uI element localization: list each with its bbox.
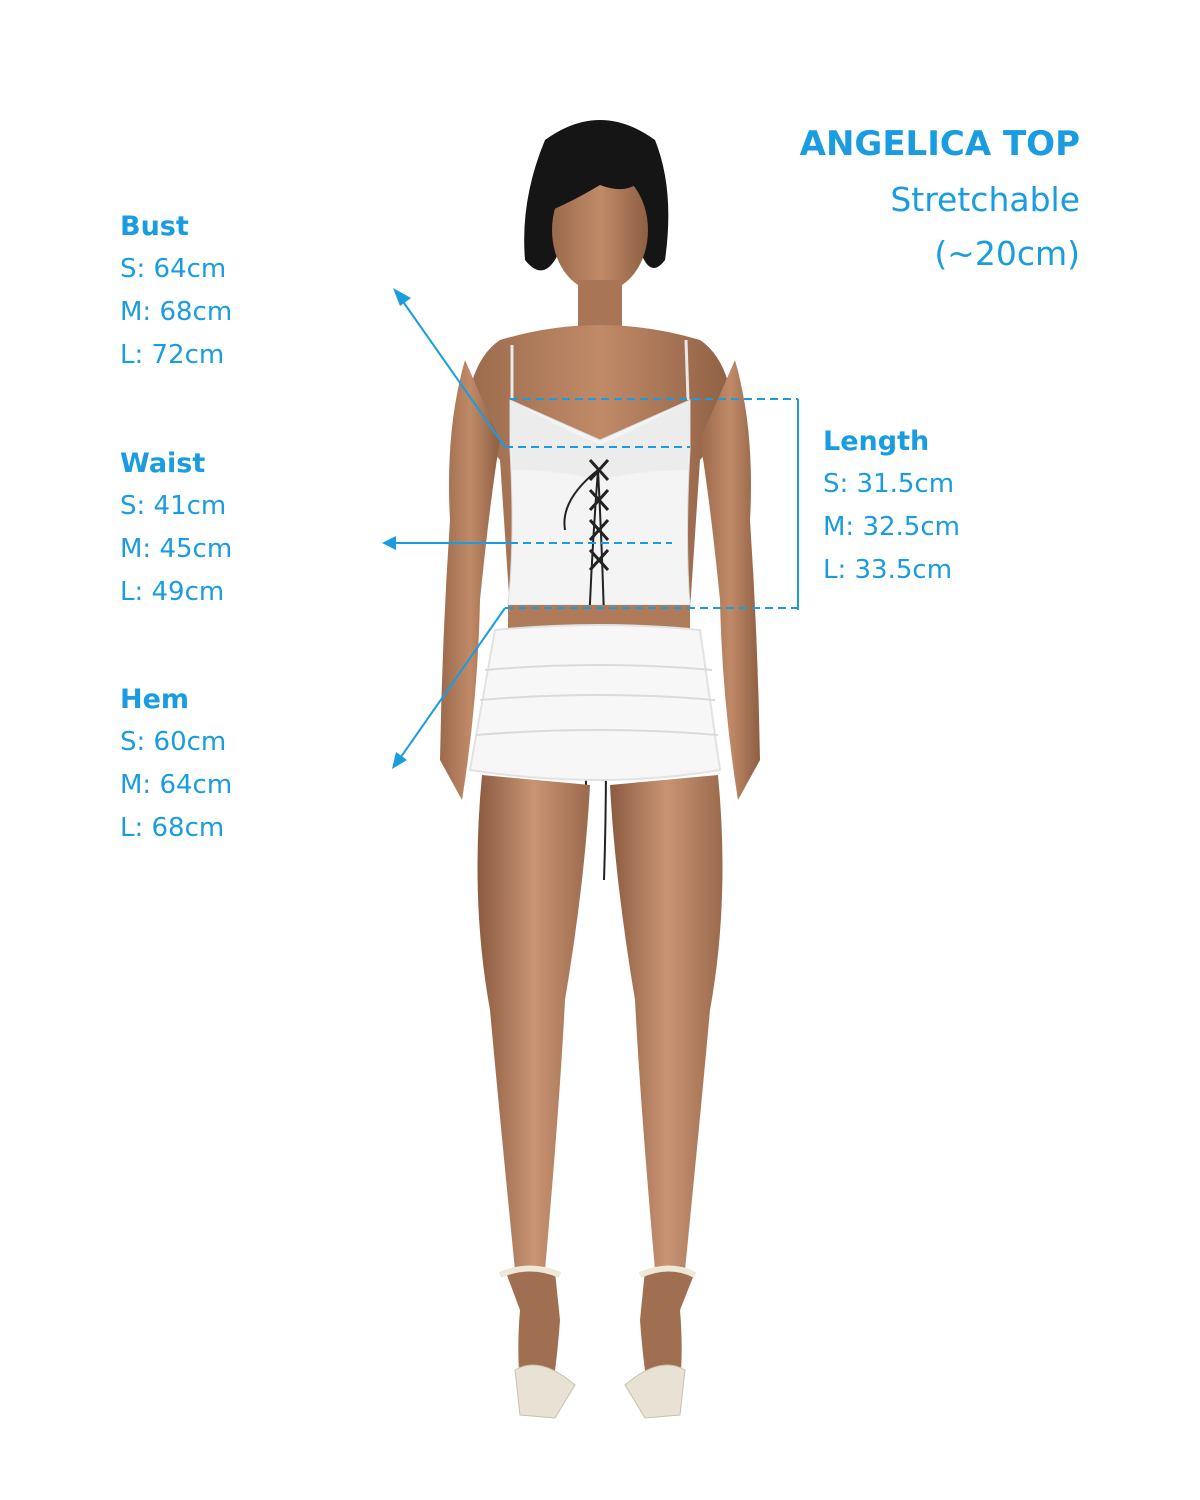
model-figure: [440, 120, 760, 1418]
hem-measurements: [120, 678, 232, 850]
product-title-block: [800, 122, 1080, 276]
waist-size-l: L: 49cm: [120, 577, 225, 607]
bust-arrow-head: [393, 288, 411, 306]
hem-arrow-head: [392, 752, 407, 769]
length-size-l: L: 33.5cm: [823, 555, 953, 585]
bust-size-s: S: 64cm: [120, 254, 227, 284]
bust-label: Bust: [120, 211, 189, 242]
bust-size-m: M: 68cm: [120, 297, 233, 327]
product-title: ANGELICA TOP: [799, 124, 1080, 164]
length-measurements: [823, 420, 960, 592]
hem-size-s: S: 60cm: [120, 727, 227, 757]
length-label: Length: [823, 426, 930, 457]
product-subtitle: Stretchable: [890, 180, 1080, 219]
hem-size-m: M: 64cm: [120, 770, 233, 800]
length-size-s: S: 31.5cm: [823, 469, 955, 499]
hem-label: Hem: [120, 684, 190, 715]
waist-measurements: [120, 442, 232, 614]
length-size-m: M: 32.5cm: [823, 512, 960, 542]
waist-size-m: M: 45cm: [120, 534, 233, 564]
waist-label: Waist: [120, 448, 206, 479]
waist-arrow-head: [382, 536, 396, 550]
bust-measurements: [120, 205, 232, 377]
product-stretch: (~20cm): [934, 234, 1080, 273]
bust-size-l: L: 72cm: [120, 340, 225, 370]
waist-size-s: S: 41cm: [120, 491, 227, 521]
hem-size-l: L: 68cm: [120, 813, 225, 843]
